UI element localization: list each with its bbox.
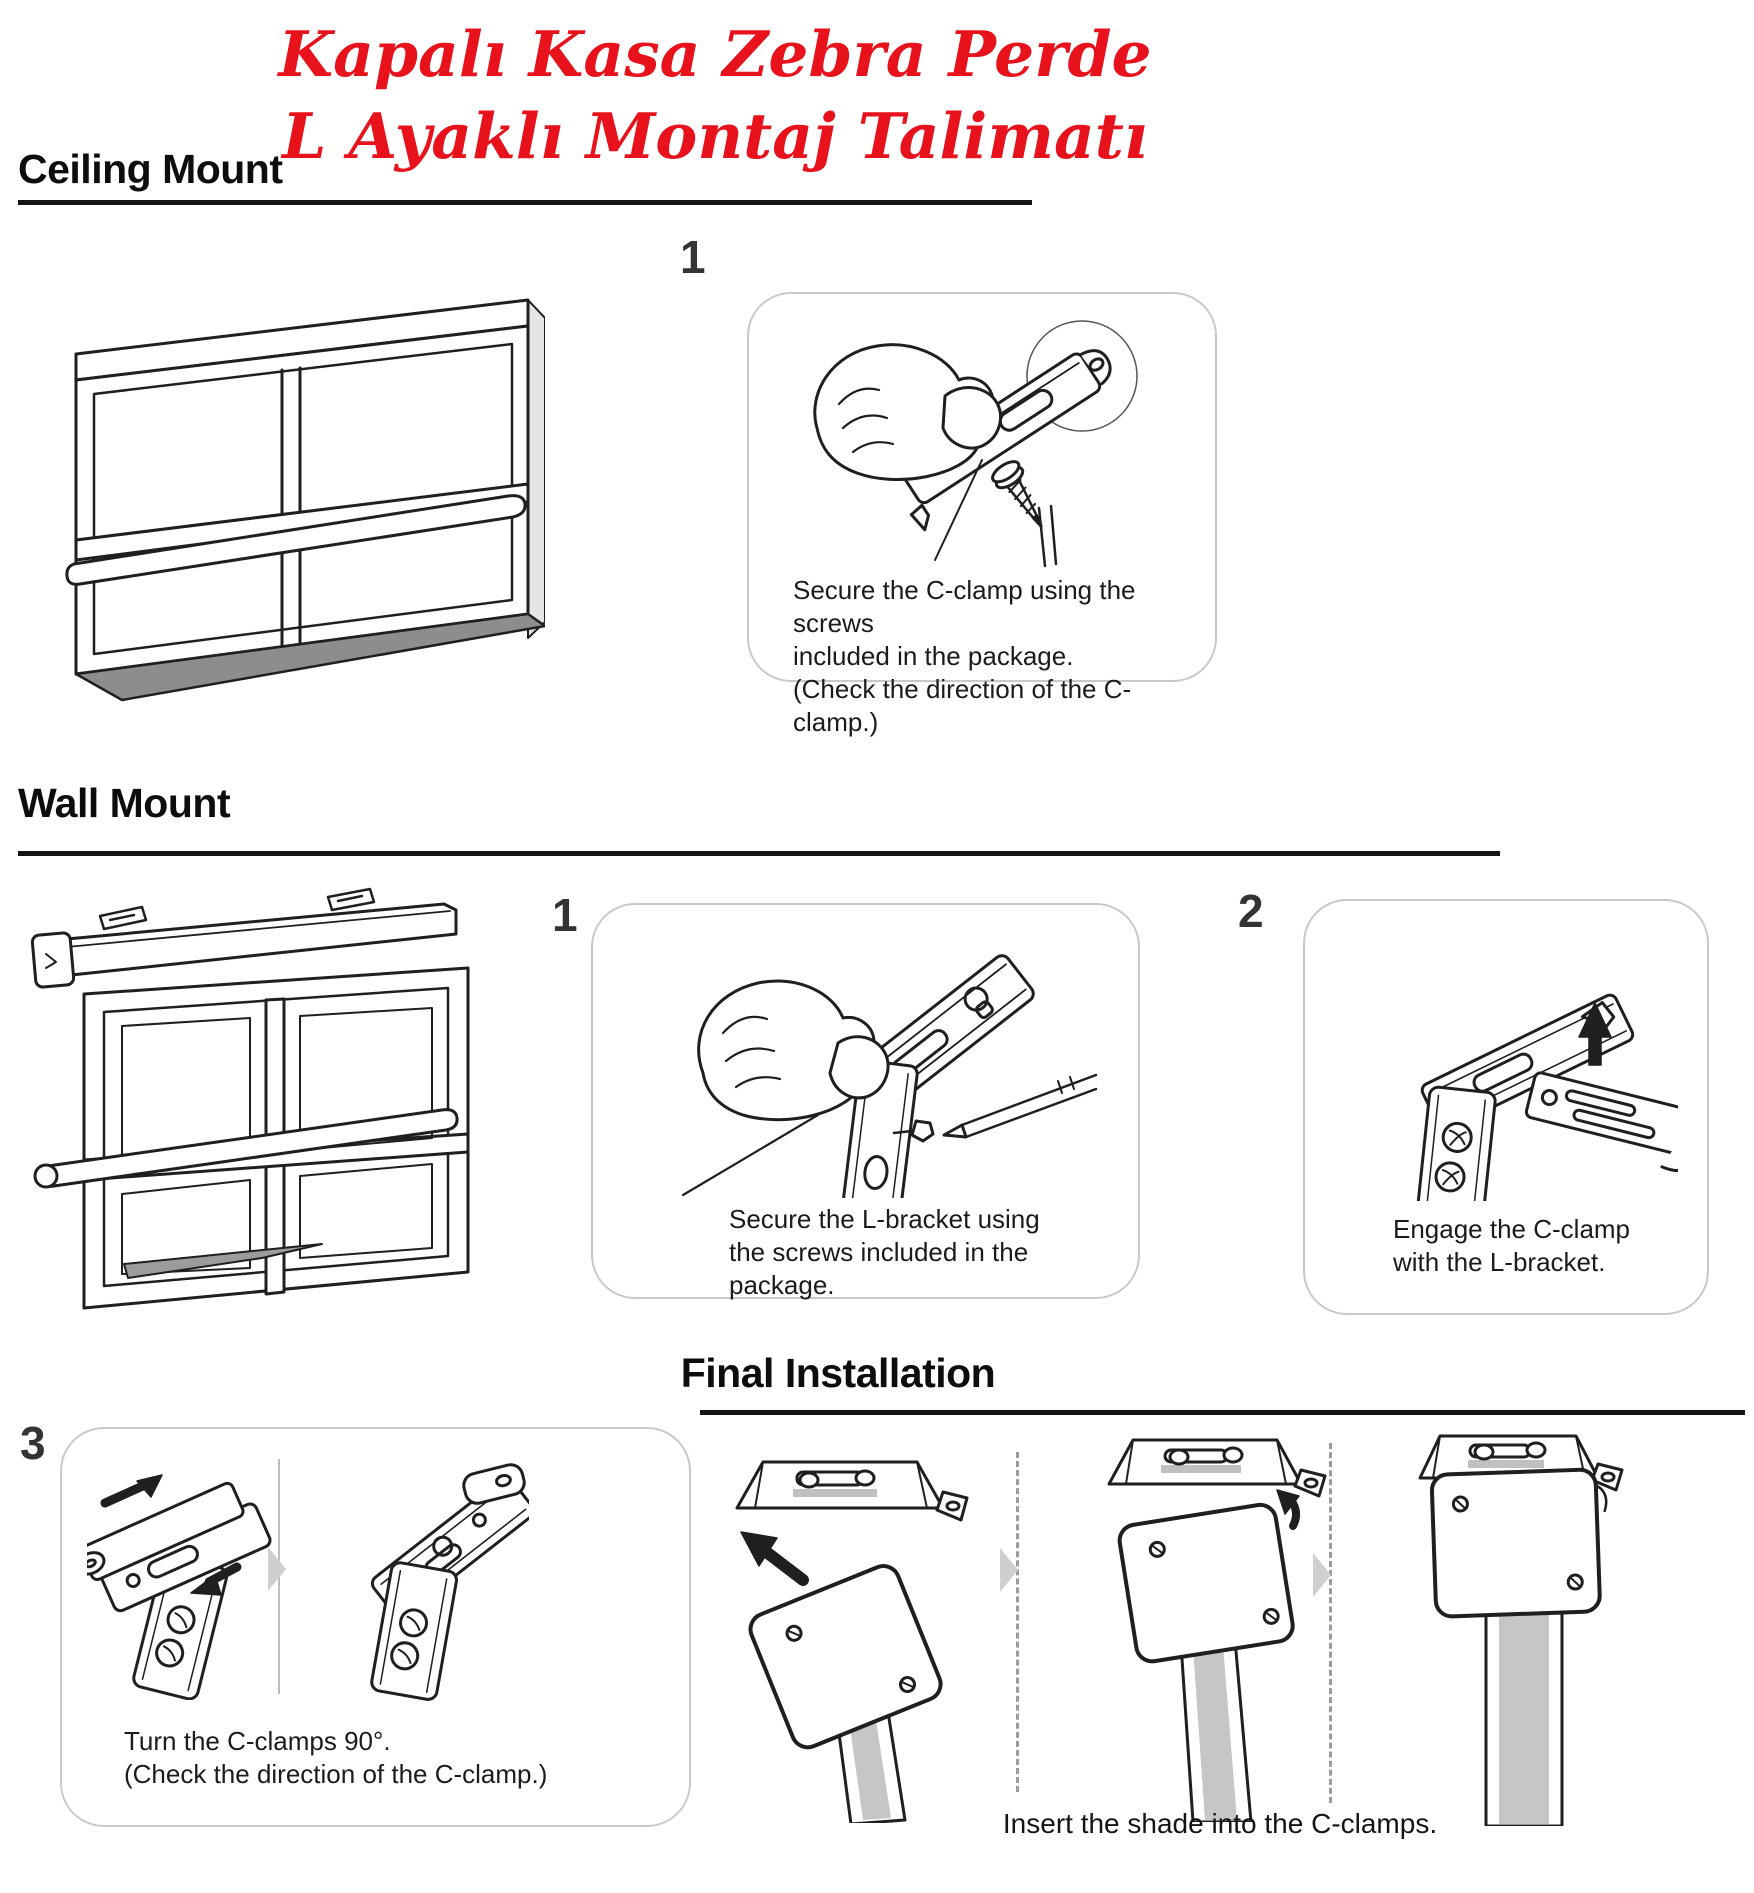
step3-next-arrow-icon xyxy=(268,1547,286,1591)
wall-step2-number: 2 xyxy=(1238,885,1264,937)
shade-insert-stage2-illustration xyxy=(1085,1430,1335,1822)
final-step3-caption xyxy=(124,1725,547,1791)
wall-step2-caption xyxy=(1393,1213,1630,1279)
stage2-next-arrow-icon xyxy=(1313,1553,1331,1597)
ceiling-step1-caption xyxy=(793,574,1215,739)
caption-line: included in the package. xyxy=(793,641,1074,671)
ceiling-step1-box xyxy=(747,292,1217,737)
caption-line: with the L-bracket. xyxy=(1393,1247,1606,1277)
c-clamp-engage-l-bracket-illustration xyxy=(1333,939,1678,1201)
caption-line: the screws included in the package. xyxy=(729,1237,1029,1300)
ceiling-mount-heading: Ceiling Mount xyxy=(18,146,283,192)
ceiling-step1-number: 1 xyxy=(680,231,706,283)
wall-step1-number: 1 xyxy=(552,889,578,941)
final-section-rule xyxy=(700,1410,1745,1415)
final-step3-box xyxy=(60,1427,691,1827)
c-clamp-rotated-result-illustration xyxy=(314,1451,529,1701)
caption-line: Secure the C-clamp using the screws xyxy=(793,575,1136,638)
final-installation-heading: Final Installation xyxy=(680,1350,996,1396)
wall-window-shade-illustration xyxy=(22,876,502,1324)
c-clamp-rotate-90-illustration xyxy=(87,1455,277,1700)
stage-separator-2 xyxy=(1329,1443,1332,1803)
ceiling-window-illustration xyxy=(30,222,545,707)
caption-line: Turn the C-clamps 90°. xyxy=(124,1726,391,1756)
caption-line: (Check the direction of the C-clamp.) xyxy=(793,674,1132,737)
hand-c-clamp-screw-illustration xyxy=(777,308,1187,568)
final-step3-number: 3 xyxy=(20,1417,46,1469)
final-footer-caption: Insert the shade into the C-clamps. xyxy=(1002,1808,1438,1839)
wall-step2-box xyxy=(1303,899,1709,1315)
caption-line: Secure the L-bracket using xyxy=(729,1204,1040,1234)
hand-l-bracket-screwdriver-illustration xyxy=(628,923,1098,1198)
wall-step1-box xyxy=(591,903,1140,1299)
page-title-line2: L Ayaklı Montaj Talimatı xyxy=(282,99,1148,173)
caption-line: (Check the direction of the C-clamp.) xyxy=(124,1759,548,1789)
caption-line: Engage the C-clamp xyxy=(1393,1214,1631,1244)
wall-mount-heading: Wall Mount xyxy=(18,780,231,826)
shade-insert-stage3-illustration xyxy=(1398,1428,1633,1826)
ceiling-section-rule xyxy=(18,200,1032,205)
stage-separator-1 xyxy=(1016,1452,1019,1792)
wall-step1-caption xyxy=(729,1203,1138,1302)
wall-section-rule xyxy=(18,851,1500,856)
page-title-line1: Kapalı Kasa Zebra Perde xyxy=(278,17,1152,91)
shade-insert-stage1-illustration xyxy=(705,1448,975,1823)
stage1-next-arrow-icon xyxy=(1000,1548,1018,1592)
